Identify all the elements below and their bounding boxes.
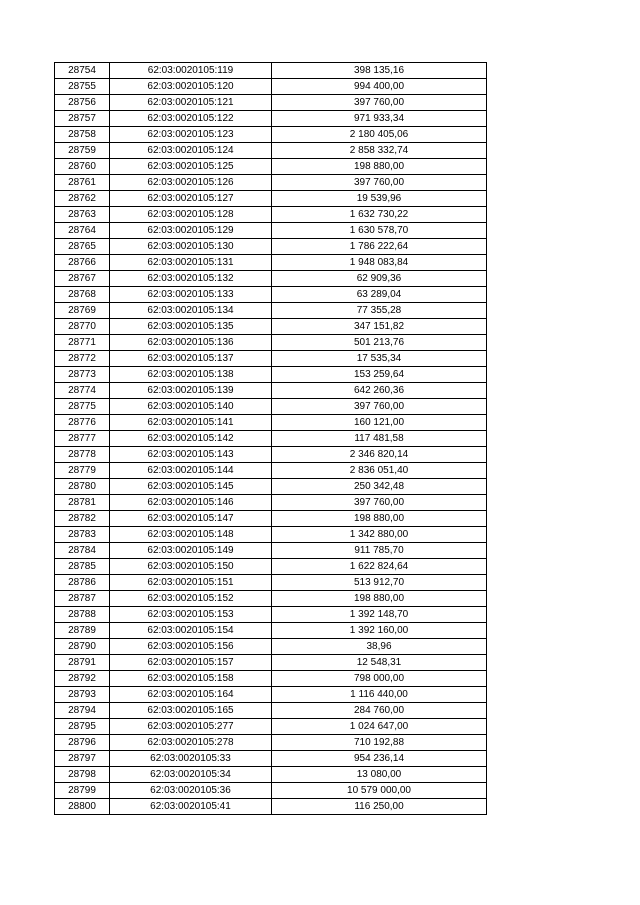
row-number-cell: 28758 (55, 127, 110, 143)
table-row (55, 191, 487, 207)
row-number-cell: 28769 (55, 303, 110, 319)
cadastral-value-cell: 798 000,00 (272, 671, 487, 687)
table-row (55, 559, 487, 575)
cadastral-number-cell: 62:03:0020105:142 (110, 431, 272, 447)
table-row (55, 351, 487, 367)
cadastral-value-cell: 1 392 148,70 (272, 607, 487, 623)
cadastral-number-cell: 62:03:0020105:33 (110, 751, 272, 767)
cadastral-number-cell: 62:03:0020105:41 (110, 799, 272, 815)
row-number-cell: 28790 (55, 639, 110, 655)
cadastral-value-cell: 1 024 647,00 (272, 719, 487, 735)
table-row (55, 79, 487, 95)
cadastral-number-cell: 62:03:0020105:137 (110, 351, 272, 367)
cadastral-number-cell: 62:03:0020105:125 (110, 159, 272, 175)
cadastral-value-table (54, 62, 487, 815)
cadastral-value-cell: 347 151,82 (272, 319, 487, 335)
cadastral-value-cell: 971 933,34 (272, 111, 487, 127)
cadastral-number-cell: 62:03:0020105:156 (110, 639, 272, 655)
table-row (55, 799, 487, 815)
cadastral-value-cell: 198 880,00 (272, 591, 487, 607)
cadastral-value-cell: 397 760,00 (272, 95, 487, 111)
row-number-cell: 28775 (55, 399, 110, 415)
cadastral-value-cell: 1 392 160,00 (272, 623, 487, 639)
cadastral-value-cell: 198 880,00 (272, 511, 487, 527)
table-row (55, 399, 487, 415)
row-number-cell: 28780 (55, 479, 110, 495)
row-number-cell: 28764 (55, 223, 110, 239)
cadastral-number-cell: 62:03:0020105:149 (110, 543, 272, 559)
row-number-cell: 28774 (55, 383, 110, 399)
cadastral-number-cell: 62:03:0020105:128 (110, 207, 272, 223)
cadastral-value-cell: 513 912,70 (272, 575, 487, 591)
cadastral-value-cell: 63 289,04 (272, 287, 487, 303)
table-row (55, 367, 487, 383)
cadastral-number-cell: 62:03:0020105:139 (110, 383, 272, 399)
table-row (55, 767, 487, 783)
cadastral-value-cell: 116 250,00 (272, 799, 487, 815)
table-row (55, 223, 487, 239)
row-number-cell: 28792 (55, 671, 110, 687)
cadastral-number-cell: 62:03:0020105:126 (110, 175, 272, 191)
table-row (55, 575, 487, 591)
cadastral-number-cell: 62:03:0020105:144 (110, 463, 272, 479)
cadastral-value-cell: 10 579 000,00 (272, 783, 487, 799)
cadastral-number-cell: 62:03:0020105:138 (110, 367, 272, 383)
table-row (55, 63, 487, 79)
row-number-cell: 28766 (55, 255, 110, 271)
cadastral-number-cell: 62:03:0020105:133 (110, 287, 272, 303)
row-number-cell: 28756 (55, 95, 110, 111)
row-number-cell: 28773 (55, 367, 110, 383)
cadastral-value-cell: 397 760,00 (272, 399, 487, 415)
cadastral-number-cell: 62:03:0020105:119 (110, 63, 272, 79)
cadastral-number-cell: 62:03:0020105:36 (110, 783, 272, 799)
table-body (55, 63, 487, 815)
cadastral-value-cell: 250 342,48 (272, 479, 487, 495)
table-row (55, 303, 487, 319)
table-row (55, 655, 487, 671)
cadastral-number-cell: 62:03:0020105:132 (110, 271, 272, 287)
cadastral-value-cell: 994 400,00 (272, 79, 487, 95)
row-number-cell: 28782 (55, 511, 110, 527)
cadastral-number-cell: 62:03:0020105:124 (110, 143, 272, 159)
table-row (55, 591, 487, 607)
cadastral-number-cell: 62:03:0020105:143 (110, 447, 272, 463)
row-number-cell: 28796 (55, 735, 110, 751)
cadastral-number-cell: 62:03:0020105:153 (110, 607, 272, 623)
row-number-cell: 28788 (55, 607, 110, 623)
cadastral-number-cell: 62:03:0020105:165 (110, 703, 272, 719)
cadastral-number-cell: 62:03:0020105:147 (110, 511, 272, 527)
cadastral-number-cell: 62:03:0020105:135 (110, 319, 272, 335)
row-number-cell: 28777 (55, 431, 110, 447)
table-row (55, 287, 487, 303)
table-row (55, 543, 487, 559)
table-row (55, 319, 487, 335)
row-number-cell: 28797 (55, 751, 110, 767)
cadastral-value-cell: 2 346 820,14 (272, 447, 487, 463)
table-row (55, 143, 487, 159)
row-number-cell: 28784 (55, 543, 110, 559)
cadastral-value-cell: 397 760,00 (272, 495, 487, 511)
row-number-cell: 28791 (55, 655, 110, 671)
table-row (55, 159, 487, 175)
table-row (55, 511, 487, 527)
row-number-cell: 28762 (55, 191, 110, 207)
cadastral-value-cell: 1 632 730,22 (272, 207, 487, 223)
cadastral-number-cell: 62:03:0020105:129 (110, 223, 272, 239)
row-number-cell: 28787 (55, 591, 110, 607)
cadastral-number-cell: 62:03:0020105:146 (110, 495, 272, 511)
table-row (55, 447, 487, 463)
cadastral-number-cell: 62:03:0020105:121 (110, 95, 272, 111)
row-number-cell: 28778 (55, 447, 110, 463)
row-number-cell: 28771 (55, 335, 110, 351)
cadastral-value-cell: 198 880,00 (272, 159, 487, 175)
row-number-cell: 28786 (55, 575, 110, 591)
cadastral-value-cell: 2 858 332,74 (272, 143, 487, 159)
cadastral-value-cell: 710 192,88 (272, 735, 487, 751)
cadastral-value-cell: 17 535,34 (272, 351, 487, 367)
table-row (55, 95, 487, 111)
table-row (55, 463, 487, 479)
cadastral-number-cell: 62:03:0020105:127 (110, 191, 272, 207)
cadastral-value-cell: 2 180 405,06 (272, 127, 487, 143)
row-number-cell: 28757 (55, 111, 110, 127)
table-row (55, 175, 487, 191)
cadastral-value-cell: 77 355,28 (272, 303, 487, 319)
row-number-cell: 28765 (55, 239, 110, 255)
table-row (55, 719, 487, 735)
cadastral-value-cell: 911 785,70 (272, 543, 487, 559)
table-row (55, 495, 487, 511)
cadastral-value-cell: 501 213,76 (272, 335, 487, 351)
cadastral-value-cell: 1 622 824,64 (272, 559, 487, 575)
row-number-cell: 28776 (55, 415, 110, 431)
cadastral-number-cell: 62:03:0020105:157 (110, 655, 272, 671)
row-number-cell: 28789 (55, 623, 110, 639)
cadastral-number-cell: 62:03:0020105:141 (110, 415, 272, 431)
cadastral-value-cell: 2 836 051,40 (272, 463, 487, 479)
table-row (55, 687, 487, 703)
cadastral-number-cell: 62:03:0020105:278 (110, 735, 272, 751)
cadastral-value-cell: 19 539,96 (272, 191, 487, 207)
table-row (55, 783, 487, 799)
row-number-cell: 28760 (55, 159, 110, 175)
row-number-cell: 28785 (55, 559, 110, 575)
row-number-cell: 28781 (55, 495, 110, 511)
cadastral-number-cell: 62:03:0020105:120 (110, 79, 272, 95)
row-number-cell: 28770 (55, 319, 110, 335)
cadastral-number-cell: 62:03:0020105:136 (110, 335, 272, 351)
table-row (55, 383, 487, 399)
cadastral-number-cell: 62:03:0020105:134 (110, 303, 272, 319)
cadastral-value-cell: 954 236,14 (272, 751, 487, 767)
cadastral-number-cell: 62:03:0020105:140 (110, 399, 272, 415)
cadastral-number-cell: 62:03:0020105:145 (110, 479, 272, 495)
table-row (55, 335, 487, 351)
table-row (55, 431, 487, 447)
row-number-cell: 28759 (55, 143, 110, 159)
row-number-cell: 28798 (55, 767, 110, 783)
row-number-cell: 28779 (55, 463, 110, 479)
cadastral-value-cell: 13 080,00 (272, 767, 487, 783)
table-row (55, 255, 487, 271)
row-number-cell: 28799 (55, 783, 110, 799)
cadastral-value-cell: 397 760,00 (272, 175, 487, 191)
row-number-cell: 28793 (55, 687, 110, 703)
table-row (55, 127, 487, 143)
table-row (55, 207, 487, 223)
table-row (55, 527, 487, 543)
cadastral-value-cell: 38,96 (272, 639, 487, 655)
cadastral-number-cell: 62:03:0020105:34 (110, 767, 272, 783)
table-row (55, 479, 487, 495)
cadastral-value-cell: 642 260,36 (272, 383, 487, 399)
row-number-cell: 28763 (55, 207, 110, 223)
cadastral-value-cell: 1 630 578,70 (272, 223, 487, 239)
cadastral-value-cell: 1 786 222,64 (272, 239, 487, 255)
row-number-cell: 28761 (55, 175, 110, 191)
row-number-cell: 28754 (55, 63, 110, 79)
document-page (54, 62, 486, 815)
cadastral-value-cell: 62 909,36 (272, 271, 487, 287)
cadastral-value-cell: 1 116 440,00 (272, 687, 487, 703)
cadastral-number-cell: 62:03:0020105:158 (110, 671, 272, 687)
cadastral-number-cell: 62:03:0020105:130 (110, 239, 272, 255)
cadastral-number-cell: 62:03:0020105:148 (110, 527, 272, 543)
table-row (55, 751, 487, 767)
cadastral-number-cell: 62:03:0020105:131 (110, 255, 272, 271)
table-row (55, 671, 487, 687)
row-number-cell: 28795 (55, 719, 110, 735)
cadastral-number-cell: 62:03:0020105:277 (110, 719, 272, 735)
cadastral-value-cell: 398 135,16 (272, 63, 487, 79)
cadastral-number-cell: 62:03:0020105:164 (110, 687, 272, 703)
table-row (55, 607, 487, 623)
table-row (55, 111, 487, 127)
table-row (55, 703, 487, 719)
row-number-cell: 28783 (55, 527, 110, 543)
row-number-cell: 28767 (55, 271, 110, 287)
row-number-cell: 28772 (55, 351, 110, 367)
table-row (55, 239, 487, 255)
cadastral-value-cell: 1 948 083,84 (272, 255, 487, 271)
cadastral-value-cell: 117 481,58 (272, 431, 487, 447)
cadastral-number-cell: 62:03:0020105:151 (110, 575, 272, 591)
row-number-cell: 28755 (55, 79, 110, 95)
row-number-cell: 28794 (55, 703, 110, 719)
row-number-cell: 28800 (55, 799, 110, 815)
cadastral-number-cell: 62:03:0020105:154 (110, 623, 272, 639)
table-row (55, 271, 487, 287)
cadastral-number-cell: 62:03:0020105:122 (110, 111, 272, 127)
cadastral-value-cell: 12 548,31 (272, 655, 487, 671)
table-row (55, 639, 487, 655)
cadastral-number-cell: 62:03:0020105:152 (110, 591, 272, 607)
cadastral-value-cell: 160 121,00 (272, 415, 487, 431)
cadastral-value-cell: 1 342 880,00 (272, 527, 487, 543)
table-row (55, 735, 487, 751)
table-row (55, 415, 487, 431)
cadastral-value-cell: 153 259,64 (272, 367, 487, 383)
cadastral-value-cell: 284 760,00 (272, 703, 487, 719)
table-row (55, 623, 487, 639)
cadastral-number-cell: 62:03:0020105:150 (110, 559, 272, 575)
cadastral-number-cell: 62:03:0020105:123 (110, 127, 272, 143)
row-number-cell: 28768 (55, 287, 110, 303)
